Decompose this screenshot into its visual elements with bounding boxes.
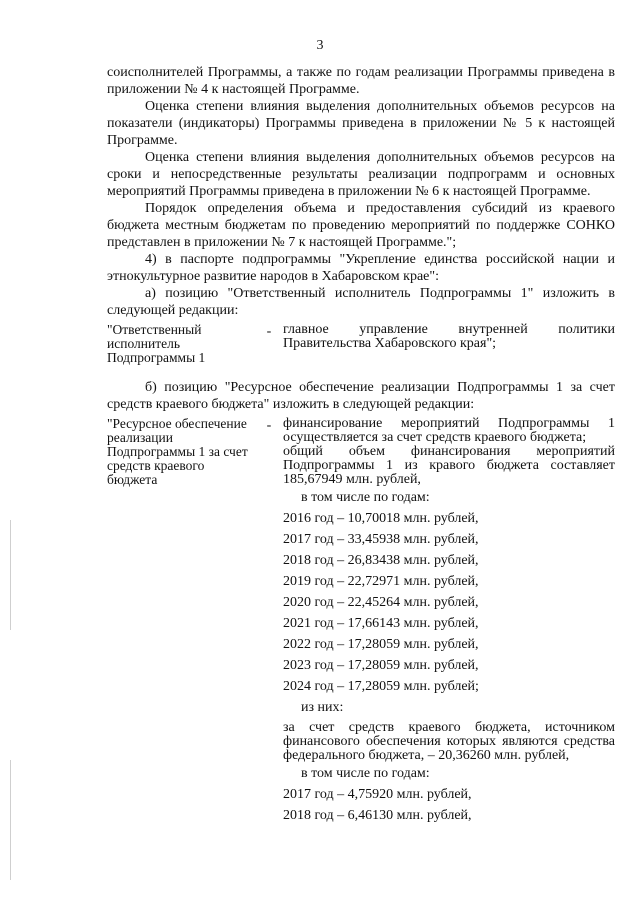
by-years-label: в том числе по годам: xyxy=(301,490,430,505)
by-years-label: в том числе по годам: xyxy=(301,766,430,781)
year-amount: 2023 год – 17,28059 млн. рублей, xyxy=(283,658,479,673)
document-body xyxy=(107,64,615,826)
year-amount: 2024 год – 17,28059 млн. рублей; xyxy=(283,679,479,694)
paragraph: Порядок определения объема и предоставления субсидий из краевого бюджета местным бюджетам по проведению мероприятий по поддержке СОНКО представлен в приложении № 7 к настоящей Программе."; xyxy=(107,201,615,250)
paragraph: Оценка степени влияния выделения дополнительных объемов ресурсов на сроки и непосредственные результаты реализации подпрограмм и основных мероприятий Программы приведена в приложении № 6 к настоящей Программе. xyxy=(107,150,615,199)
year-amount: 2020 год – 22,45264 млн. рублей, xyxy=(283,595,479,610)
year-amount: 2022 год – 17,28059 млн. рублей, xyxy=(283,637,479,652)
year-amount: 2018 год – 26,83438 млн. рублей, xyxy=(283,553,479,568)
paragraph: соисполнителей Программы, а также по годам реализации Программы приведена в приложении № 4 к настоящей Программе. xyxy=(107,65,615,97)
responsible-executor-label: "Ответственный исполнитель Подпрограммы 1 xyxy=(107,322,206,365)
paragraph: а) позицию "Ответственный исполнитель Подпрограммы 1" изложить в следующей редакции: xyxy=(107,286,615,318)
resource-provision-value xyxy=(283,417,615,826)
year-amount: 2017 год – 4,75920 млн. рублей, xyxy=(283,787,472,802)
federal-funds-text: за счет средств краевого бюджета, источником финансового обеспечения которых являются средства федерального бюджета, – 20,36260 млн. рублей, xyxy=(283,720,615,763)
paragraph: 4) в паспорте подпрограммы "Укрепление единства российской нации и этнокультурное развитие народов в Хабаровском крае": xyxy=(107,252,615,284)
paragraph: б) позицию "Ресурсное обеспечение реализации Подпрограммы 1 за счет средств краевого бюджета" изложить в следующей редакции: xyxy=(107,380,615,412)
total-financing-text: общий объем финансирования мероприятий Подпрограммы 1 из кравого бюджета составляет 185,67949 млн. рублей, xyxy=(283,444,615,487)
of-them-label: из них: xyxy=(301,700,344,715)
resource-provision-row xyxy=(107,417,615,826)
year-amount: 2016 год – 10,70018 млн. рублей, xyxy=(283,511,479,526)
year-amount: 2018 год – 6,46130 млн. рублей, xyxy=(283,808,472,823)
year-amount: 2017 год – 33,45938 млн. рублей, xyxy=(283,532,479,547)
responsible-executor-row xyxy=(107,323,615,365)
dash: - xyxy=(266,418,272,433)
financing-text: финансирование мероприятий Подпрограммы 1 осуществляется за счет средств краевого бюджета; xyxy=(283,416,615,445)
scan-margin-mark xyxy=(10,520,11,630)
dash: - xyxy=(266,324,272,339)
page-number: 3 xyxy=(316,38,324,53)
year-amount: 2021 год – 17,66143 млн. рублей, xyxy=(283,616,479,631)
year-amount: 2019 год – 22,72971 млн. рублей, xyxy=(283,574,479,589)
scan-margin-mark xyxy=(10,760,11,880)
paragraph: Оценка степени влияния выделения дополнительных объемов ресурсов на показатели (индикаторы) Программы приведена в приложении № 5 к настоящей Программе. xyxy=(107,99,615,148)
responsible-executor-value: главное управление внутренней политики Правительства Хабаровского края"; xyxy=(283,322,615,351)
resource-provision-label: "Ресурсное обеспечение реализации Подпрограммы 1 за счет средств краевого бюджета xyxy=(107,416,248,487)
